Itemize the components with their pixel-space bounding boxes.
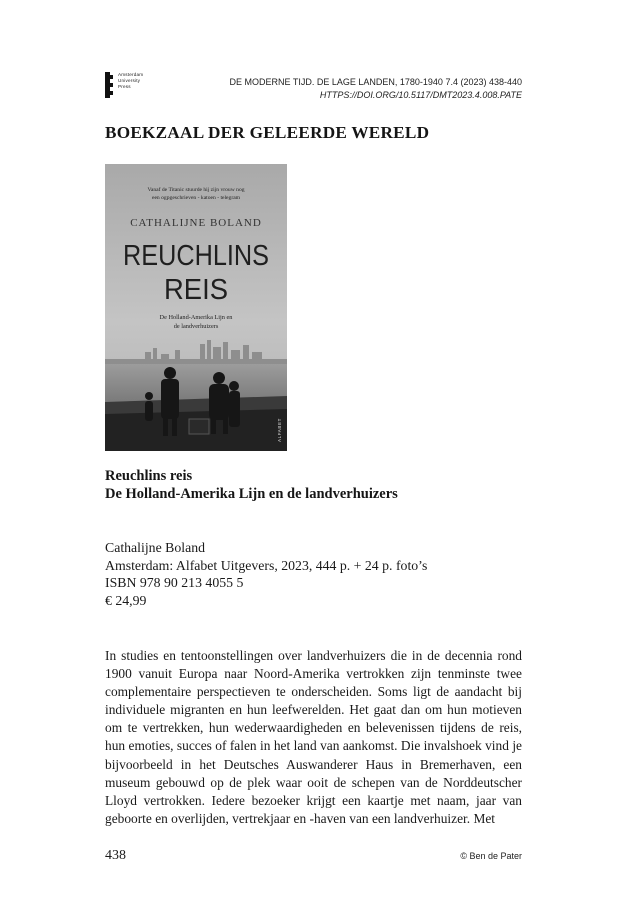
- book-cover-image: [105, 164, 287, 451]
- book-subtitle: De Holland-Amerika Lijn en de landverhuizers: [105, 486, 398, 502]
- publisher-logo: [105, 72, 143, 98]
- book-details: [105, 539, 427, 609]
- copyright-notice: © Ben de Pater: [460, 851, 522, 861]
- cover-subtitle: de landverhuizers: [173, 323, 219, 330]
- cover-subtitle: De Holland-Amerika Lijn en: [159, 314, 233, 321]
- book-title-block: [105, 467, 398, 503]
- page-number: 438: [105, 848, 126, 863]
- book-title: Reuchlins reis: [105, 468, 193, 484]
- journal-citation: DE MODERNE TIJD. DE LAGE LANDEN, 1780-1940 7.4 (2023) 438-440: [229, 77, 522, 87]
- cover-title: REUCHLINS: [123, 240, 269, 272]
- cover-tagline: Vanaf de Titanic stuurde hij zijn vrouw nog: [147, 187, 245, 193]
- cover-tagline: een ogpgeschrieven - katoen - telegram: [151, 195, 241, 201]
- publisher-name: Amsterdam University Press: [118, 72, 144, 89]
- book-author: Cathalijne Boland: [105, 540, 206, 555]
- book-publication: Amsterdam: Alfabet Uitgevers, 2023, 444 p. + 24 p. foto’s: [105, 557, 428, 573]
- cover-title: REIS: [164, 274, 228, 306]
- cover-publisher-mark: ALFABET: [277, 418, 282, 442]
- aup-logo-icon: [105, 72, 113, 98]
- cover-author: CATHALIJNE BOLAND: [130, 217, 262, 229]
- doi-link[interactable]: HTTPS://DOI.ORG/10.5117/DMT2023.4.008.PATE: [319, 90, 522, 100]
- book-isbn: ISBN 978 90 213 4055 5: [105, 575, 244, 590]
- section-title: BOEKZAAL DER GELEERDE WERELD: [105, 123, 430, 142]
- running-header: [230, 76, 522, 102]
- book-price: € 24,99: [105, 592, 147, 608]
- review-body-paragraph: In studies en tentoonstellingen over landverhuizers die in de decennia rond 1900 vanuit Europa naar Noord-Amerika vertrokken zijn tenminste twee complementaire perspectieven te onderscheiden. Soms ligt de aandacht bij individuele migranten en hun leefwerelden. Het gaat dan om hun motieven om te vertrekken, hun wederwaardigheden en belevenissen tijdens de reis, hun emoties, succes of falen in het land van aankomst. Die invalshoek vind je bijvoorbeeld in het Deutsches Auswanderer Haus in Bremerhaven, een museum gebouwd op de plek waar ooit de schepen van de Norddeutscher Lloyd vertrokken. Iedere bezoeker krijgt een kaartje met naam, jaar van geboorte en overlijden, vertrekjaar en -haven van een landverhuizer. Met: [105, 648, 522, 826]
